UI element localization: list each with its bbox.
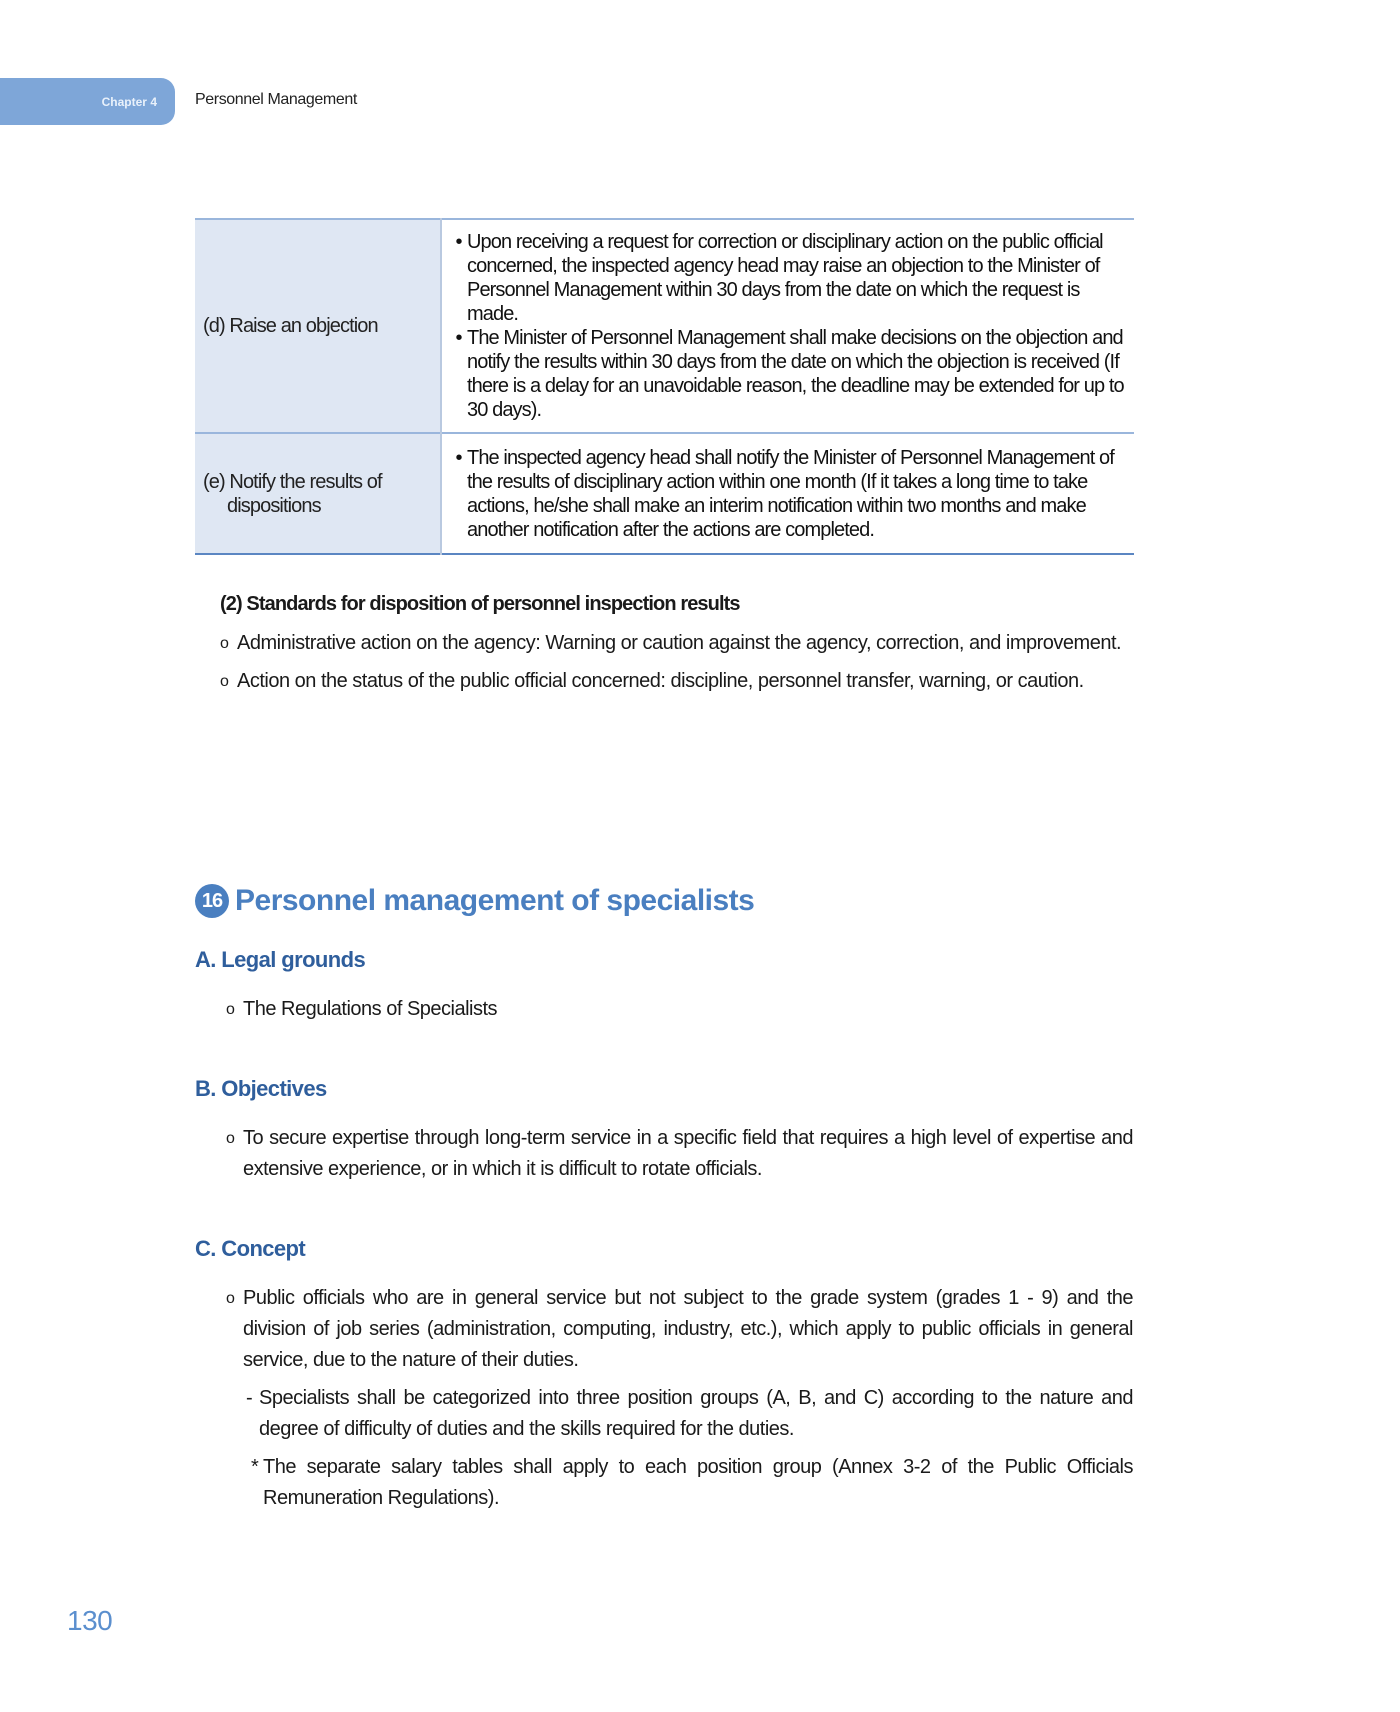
- dash-bullet: -: [246, 1387, 253, 1409]
- bullet-mark: •: [455, 327, 462, 349]
- list-item: [226, 994, 1133, 1025]
- objectives-item: To secure expertise through long-term service in a specific field that requires a high level of expertise and extensive experience, or in which it is difficult to rotate officials.: [243, 1127, 1133, 1180]
- section-title: Personnel management of specialists: [235, 884, 755, 917]
- subheading-objectives: B. Objectives: [195, 1076, 327, 1101]
- bullet-mark: •: [455, 446, 462, 469]
- concept-note: The separate salary tables shall apply to each position group (Annex 3-2 of the Public Officials Remuneration Regulations).: [263, 1456, 1133, 1509]
- bullet-text: Upon receiving a request for correction or disciplinary action on the public official concerned, the inspected agency head may raise an objection to the Minister of Personnel Management within 30 days from the date on which the request is made.: [467, 231, 1103, 325]
- step-label: (e) Notify the results of: [203, 470, 382, 493]
- circle-bullet: o: [226, 1130, 235, 1147]
- section-number-badge: 16: [195, 884, 229, 918]
- subheading-concept: C. Concept: [195, 1236, 306, 1261]
- list-item: [226, 1283, 1133, 1376]
- table-row: [195, 433, 1134, 554]
- standards-item: Action on the status of the public official concerned: discipline, personnel transfer, warning, or caution.: [237, 670, 1084, 692]
- list-item: [450, 446, 1126, 542]
- legal-grounds-block: [226, 994, 1133, 1032]
- process-table: [195, 218, 1134, 555]
- circle-bullet: o: [220, 673, 229, 690]
- concept-block: [226, 1283, 1133, 1514]
- list-item: [251, 1452, 1133, 1514]
- concept-item: Public officials who are in general service but not subject to the grade system (grades 1 - 9) and the division of job series (administration, computing, industry, etc.), which apply to public officials in general service, due to the nature of their duties.: [243, 1287, 1133, 1371]
- list-item: [220, 628, 1135, 659]
- standards-item: Administrative action on the agency: Warning or caution against the agency, correction, and improvement.: [237, 632, 1122, 654]
- step-cell: [195, 219, 441, 433]
- circle-bullet: o: [220, 635, 229, 652]
- page-number: 130: [67, 1605, 113, 1636]
- description-cell: [441, 433, 1134, 554]
- list-item: [450, 230, 1126, 326]
- description-cell: [441, 219, 1134, 433]
- step-label-continued: dispositions: [227, 494, 321, 517]
- running-title: Personnel Management: [195, 91, 357, 108]
- bullet-text: The inspected agency head shall notify the Minister of Personnel Management of the results of disciplinary action within one month (If it takes a long time to take actions, he/she shall make an interim notification within two months and make another notification after the actions are completed.: [467, 446, 1114, 541]
- chapter-tab: [0, 78, 175, 125]
- list-item: [220, 666, 1135, 697]
- circle-bullet: o: [226, 1001, 235, 1018]
- concept-subitem: Specialists shall be categorized into three position groups (A, B, and C) according to the nature and degree of difficulty of duties and the skills required for the duties.: [259, 1387, 1133, 1440]
- objectives-block: [226, 1123, 1133, 1192]
- list-item: [226, 1123, 1133, 1185]
- circle-bullet: o: [226, 1290, 235, 1307]
- step-cell: [195, 433, 441, 554]
- list-item: [246, 1383, 1133, 1445]
- standards-heading: (2) Standards for disposition of personnel inspection results: [220, 593, 740, 615]
- list-item: [450, 326, 1126, 422]
- bullet-mark: •: [455, 231, 462, 253]
- chapter-label: Chapter 4: [101, 94, 157, 109]
- asterisk-mark: *: [251, 1456, 259, 1478]
- table-row: [195, 219, 1134, 433]
- legal-grounds-item: The Regulations of Specialists: [243, 998, 498, 1020]
- subheading-legal-grounds: A. Legal grounds: [195, 947, 366, 972]
- bullet-text: The Minister of Personnel Management shall make decisions on the objection and notify the results within 30 days from the date on which the objection is received (If there is a delay for an unavoidable reason, the deadline may be extended for up to 30 days).: [467, 327, 1124, 421]
- section-heading: [195, 884, 754, 918]
- standards-section: [220, 593, 1135, 704]
- step-label: (d) Raise an objection: [203, 315, 378, 337]
